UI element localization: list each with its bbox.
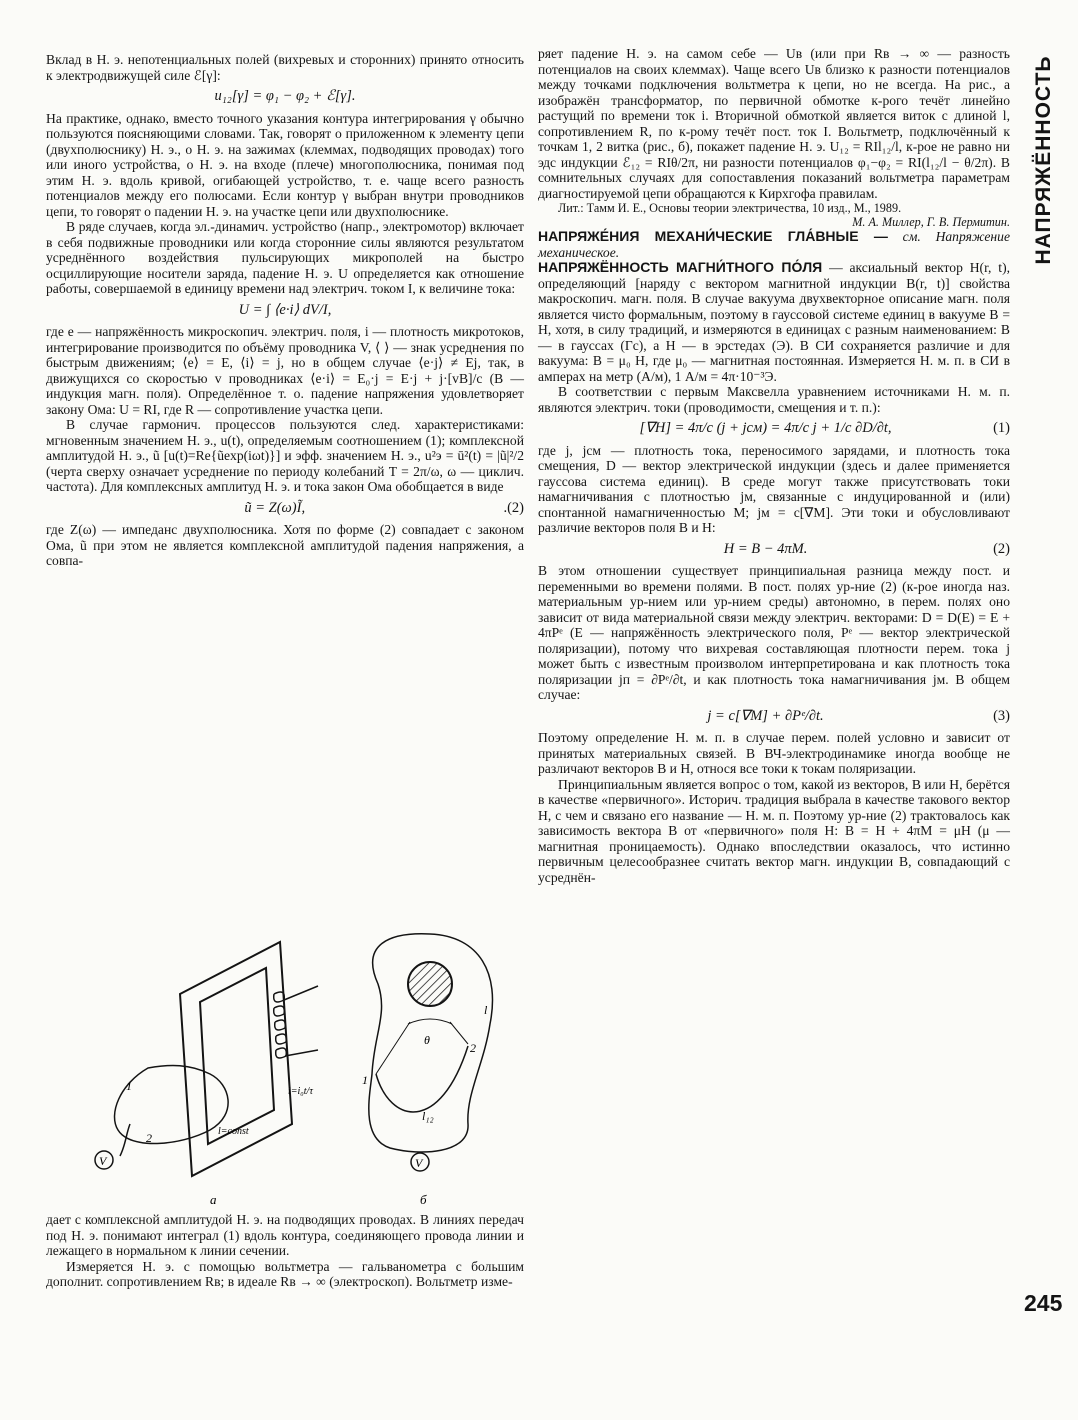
article-author: М. А. Миллер, Г. В. Пермитин.	[852, 215, 1010, 229]
paragraph: ряет падение Н. э. на самом себе — Uв (или при Rв → ∞ — разность потенциалов на своих клеммах). Чаще всего Uв близко к разности потенциалов между точками подключения вольтметра к цепи, но не всегда. На рис., а изображён трансформатор, по первичной обмотке к-рого течёт линейно растущий по времени ток i. Вторичной обмоткой является виток с длиной l, сопротивлением R, по к-рому течёт пост. ток I. Вольтметр, подключённый к точкам 1, 2 витка (рис., б), покажет падение Н. э. U₁₂ = RIl₁₂/l, к-рое не равно ни эдс индукции ℰ₁₂ = RIθ/2π, ни разности потенциалов φ₁−φ₂ = RI(l₁₂/l − θ/2π). В сомнительных случаях для сопоставления показаний вольтметра параметрам диагностируемой цепи обращаются к Кирхгофа правилам.	[538, 46, 1010, 201]
entry-cross-reference	[538, 229, 1010, 260]
paragraph: Вклад в Н. э. непотенциальных полей (вихревых и сторонних) принято относить к электродвижущей силе ℰ[γ]:	[46, 52, 524, 83]
formula-u12: u₁₂[γ] = φ₁ − φ₂ + ℰ[γ].	[214, 88, 356, 104]
label-point-1-a: 1	[126, 1079, 132, 1093]
label-l: l	[484, 1003, 488, 1017]
paragraph: где e — напряжённость микроскопич. электрич. поля, i — плотность микротоков, интегрирование производится по объёму проводника V, ⟨ ⟩ — знак усреднения по быстрым движениям; ⟨e⟩ = E, ⟨i⟩ = j, но в общем случае ⟨e·j⟩ ≠ Ej, так, в движущихся со скоростью v проводниках ⟨e·i⟩ = E₀·j = E·j + j·[vB]/c (B — индукция магн. поля). Определённое т. о. падение напряжения удовлетворяет закону Ома: U = RI, где R — сопротивление участка цепи.	[46, 324, 524, 417]
paragraph: Принципиальным является вопрос о том, какой из векторов, B или H, берётся в качестве «первичного». Историч. традиция выбрала в качестве такового вектор H, с чем и связано его название — Н. м. п. Поэтому ур-ние (2) трактовалось как зависимость вектора B от «первичного» поля H: B = H + 4πM = μH (μ — магнитная проницаемость). Однако впоследствии оказалось, что истинно первичным целесообразнее считать вектор магн. индукции B, совпадающий с усреднён-	[538, 776, 1010, 885]
equation-number: (1)	[993, 420, 1010, 436]
label-point-1-b: 1	[362, 1073, 368, 1087]
paragraph: где Z(ω) — импеданс двухполюсника. Хотя по форме (2) совпадает с законом Ома, ũ при этом не является комплексной амплитудой падения напряжения, а совпа-	[46, 522, 524, 568]
formula-text: [∇H] = 4π/c (j + jсм) = 4π/c j + 1/c ∂D/∂t,	[639, 420, 892, 436]
angle-lines	[376, 1022, 468, 1074]
label-current: i=i₀t/τ	[288, 1086, 313, 1097]
paragraph: В соответствии с первым Максвелла уравнением источниками Н. м. п. являются электрич. токи (проводимости, смещения и т. п.):	[538, 384, 1010, 415]
label-l-const: l=const	[218, 1126, 249, 1137]
label-l12: l₁₂	[422, 1109, 434, 1123]
entry-heading: НАПРЯЖЁННОСТЬ МАГНИ́ТНОГО ПО́ЛЯ	[538, 259, 823, 275]
paragraph: Измеряется Н. э. с помощью вольтметра — гальванометра с большим дополнит. сопротивлением Rв; в идеале Rв → ∞ (электроскоп). Вольтметр изме-	[46, 1258, 524, 1289]
formula-maxwell	[538, 421, 1010, 437]
formula-U-integral: U = ∫ ⟨e·i⟩ dV/I,	[238, 301, 332, 318]
equation-number: (2)	[993, 540, 1010, 557]
label-point-2-a: 2	[146, 1131, 152, 1145]
transformer-core	[180, 942, 292, 1176]
formula-current-density	[538, 709, 1010, 725]
equation-number: .(2)	[503, 499, 524, 516]
voltmeter-lead	[120, 1124, 130, 1156]
paragraph: В ряде случаев, когда эл.-динамич. устройство (напр., электромотор) включает в себя подвижные проводники или когда сторонние силы являются результатом усреднённого воздействия пульсирующих микрополей на быстро осциллирующие носители заряда, падение Н. э. U определяется как отношение работы, совершаемой в единицу времени над электрич. током I, к величине тока:	[46, 219, 524, 296]
paragraph: На практике, однако, вместо точного указания контура интегрирования γ обычно пользуются поясняющими словами. Так, говорят о приложенном к элементу цепи (двухполюснику) Н. э., о Н. э. на зажимах (клеммах, подводящих проводах) того или иного устройства, о Н. э. на входе (плече) многополюсника, понимая под этим Н. э. вдоль кривой, огибающей устройство, т. е. чаще всего разность потенциалов между его полюсами. Если контур γ выбран внутри проводников цепи, то говорят о падении Н. э. на участке цепи или двухполюснике.	[46, 110, 524, 219]
formula-text: ũ = Z(ω)Ĩ,	[244, 499, 306, 516]
label-sub-a: а	[210, 1192, 217, 1207]
paragraph: — аксиальный вектор H(r, t), определяющий [наряду с вектором магнитной индукции B(r, t)] свойства макроскопич. магн. поля. В случае вакуума двухвекторное описание магн. поля является чисто формальным, поэтому в гауссовой системе единиц в вакууме B = H, хотя, в силу традиций, и измеряются в единицах с разным наименованием: B — в гауссах (Гс), а H — в эрстедах (Э). В СИ сохраняется различие и для вакуума: B = μ₀ H, где μ₀ — магнитная постоянная. Измеряется Н. м. п. в СИ в амперах на метр (А/м), 1 А/м = 4π·10⁻³Э.	[538, 260, 1010, 384]
formula-H-B-M	[538, 542, 1010, 558]
label-sub-b: б	[420, 1192, 427, 1207]
core-cross-section	[408, 962, 452, 1006]
running-head: НАПРЯЖЁННОСТЬ	[1032, 55, 1055, 265]
paragraph: дает с комплексной амплитудой Н. э. на подводящих проводах. В линиях передач под Н. э. понимают интеграл (1) вдоль контура, соединяющего провода линии и лежащего в нормальном к линии сечении.	[46, 1212, 524, 1258]
formula-ohm-complex	[46, 501, 524, 517]
angle-arc	[408, 1019, 452, 1024]
label-voltmeter-a: V	[99, 1154, 107, 1168]
entry-heading: НАПРЯЖЕ́НИЯ МЕХАНИ́ЧЕСКИЕ ГЛА́ВНЫЕ —	[538, 228, 888, 244]
entry-see-also: см. Напряжение механическое.	[538, 229, 1010, 260]
left-column-continued	[46, 1212, 524, 1290]
formula-text: H = B − 4πM.	[723, 540, 808, 557]
right-column	[538, 46, 1010, 885]
secondary-loop	[115, 1066, 229, 1144]
formula-text: j = c[∇M] + ∂Pᵉ/∂t.	[707, 707, 824, 724]
left-column	[46, 52, 524, 569]
label-point-2-b: 2	[470, 1041, 476, 1055]
paragraph: В этом отношении существует принципиальная разница между пост. и переменными во времени полями. В пост. полях ур-ние (2) (к-рое иногда наз. материальным ур-нием или ур-нием среды) автономно, в перем. полях оно зависит от вида материальной связи между электрич. векторами: D = D(E) = E + 4πPᵉ (E — напряжённость электрического поля, Pᵉ — вектор электрической поляризации), потому что вихревая составляющая плотности перем. тока j может быть с известным произволом интерпретирована и как плотность тока поляризации jп = ∂Pᵉ/∂t, и как плотность тока намагничивания jм. В общем случае:	[538, 563, 1010, 702]
figure-transformer-voltmeter	[60, 924, 520, 1210]
label-theta: θ	[424, 1033, 430, 1047]
paragraph: Поэтому определение Н. м. п. в случае перем. полей условно и зависит от принятых материальных связей. В ВЧ-электродинамике иногда вообще не различают векторов B и H, относя все токи к токам поляризации.	[538, 730, 1010, 776]
paragraph: где j, jсм — плотность тока, переносимого зарядами, и плотность тока смещения, D — вектор электрической индукции (здесь и далее применяется гауссова система единиц). В среде могут также присутствовать токи намагничивания с плотностью jм, связанные с индуцированной и (или) спонтанной намагниченностью M; jм = c[∇M]. Эти токи и обусловливают различие векторов поля B и H:	[538, 442, 1010, 535]
literature-reference: Лит.: Тамм И. Е., Основы теории электричества, 10 изд., М., 1989. М. А. Миллер, Г. В. Пермитин.	[558, 201, 1010, 229]
equation-number: (3)	[993, 707, 1010, 724]
primary-winding	[274, 986, 318, 1058]
label-voltmeter-b: V	[415, 1156, 423, 1170]
entry-magnetic-field-strength	[538, 260, 1010, 384]
paragraph: В случае гармонич. процессов пользуются след. характеристиками: мгновенным значением Н. э., u(t), определяемым соотношением (1); комплексной амплитудой Н. э., ũ [u(t)=Re{ũexp(iωt)}] и эфф. значением Н. э., u²э = ū²(t) = |ũ|²/2 (черта сверху означает усреднение по периоду колебаний T = 2π/ω, ω — циклич. частота). Для комплексных амплитуд Н. э. и тока закон Ома обобщается в виде	[46, 417, 524, 494]
page-number: 245	[1024, 1290, 1063, 1316]
voltmeter-wire	[376, 1046, 468, 1112]
